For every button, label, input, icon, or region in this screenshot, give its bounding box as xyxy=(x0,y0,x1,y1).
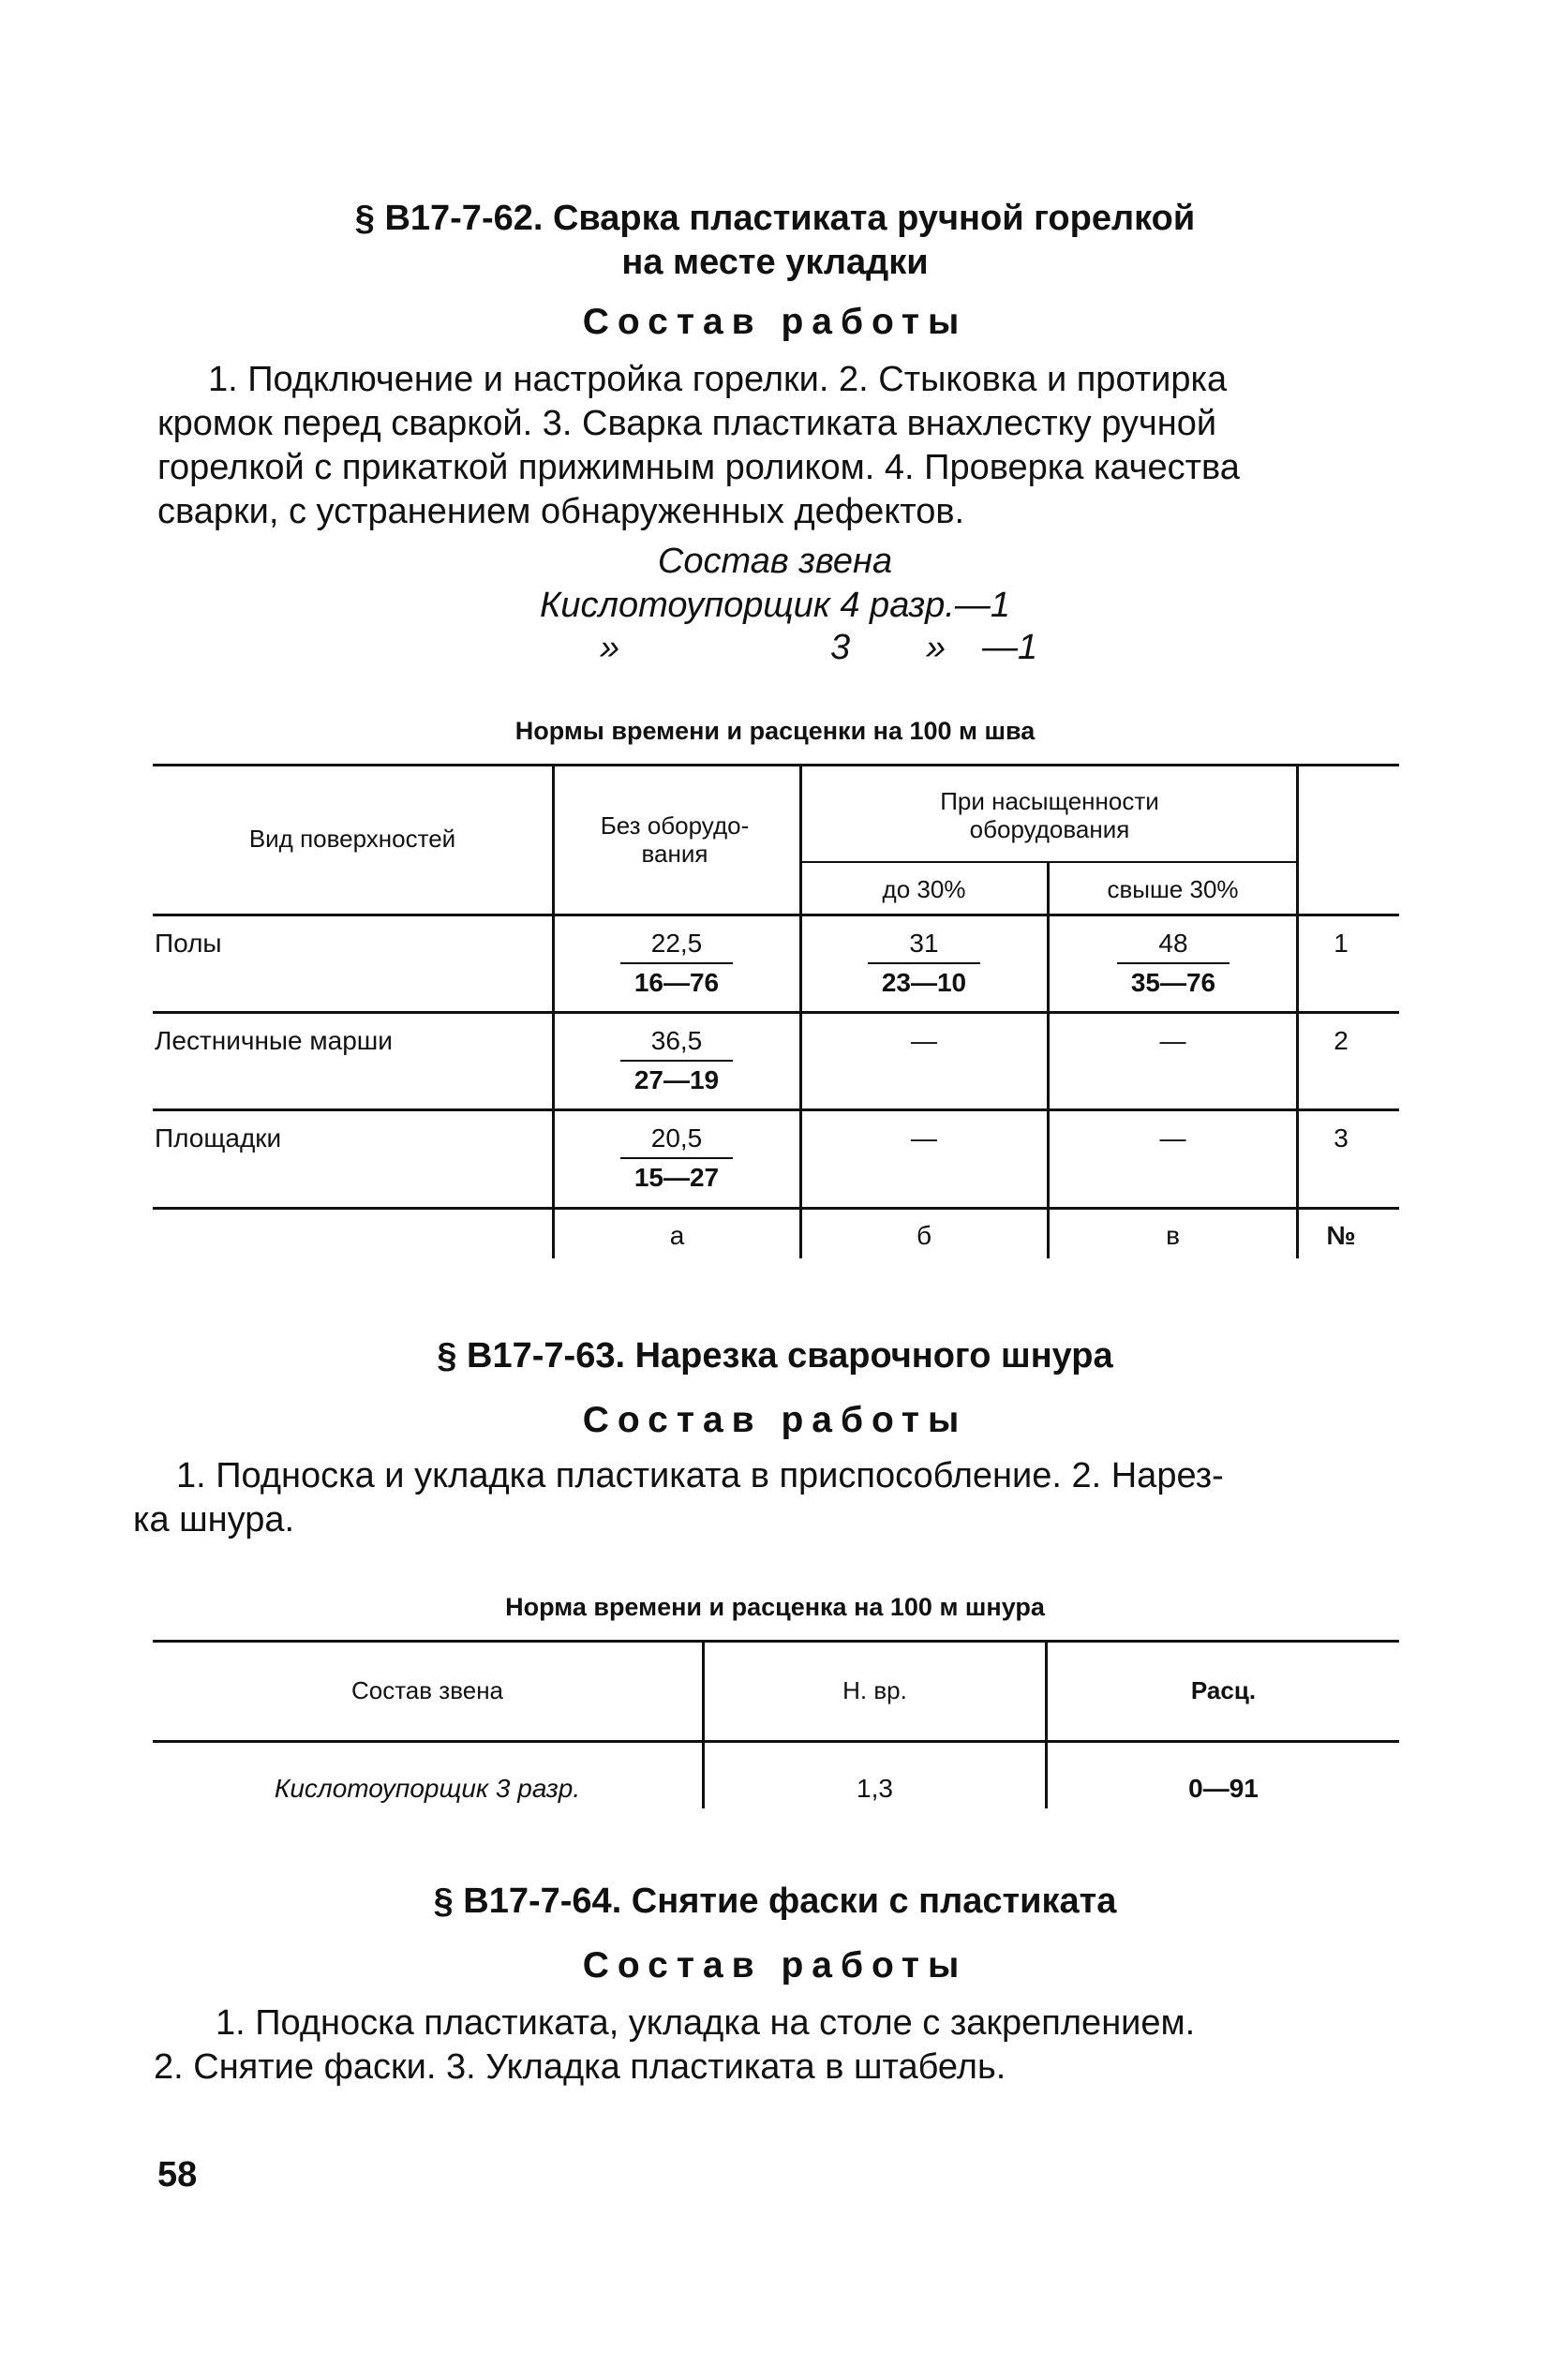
table-rule xyxy=(1047,861,1050,1258)
column-letter: б xyxy=(916,1221,932,1250)
section-2-work-heading: Состав работы xyxy=(582,1400,968,1440)
section-1-work-line: сварки, с устранением обнаруженных дефектов. xyxy=(157,492,965,531)
norm-value xyxy=(620,928,733,999)
page-number: 58 xyxy=(157,2155,198,2194)
time-norm: 36,5 xyxy=(620,1025,733,1062)
section-3-work-line: 1. Подноска пластиката, укладка на столе с закреплением. xyxy=(216,2003,1196,2043)
section-2-work-line: 1. Подноска и укладка пластиката в приспособление. 2. Нарез- xyxy=(176,1456,1224,1495)
col-header-crew: Состав звена xyxy=(350,1676,504,1704)
col-header-without-equipment: Без оборудо-вания xyxy=(600,811,750,868)
section-1-work-line: кромок перед сваркой. 3. Сварка пластиката внахлестку ручной xyxy=(157,404,1217,443)
section-1-title-line2: на месте укладки xyxy=(621,243,929,282)
crew-heading: Состав звена xyxy=(657,542,893,581)
column-letter: в xyxy=(1166,1221,1180,1250)
price: 15—27 xyxy=(633,1163,720,1192)
column-number-sign: № xyxy=(1326,1221,1356,1250)
price: 27—19 xyxy=(633,1065,720,1094)
empty-dash: — xyxy=(911,1123,937,1153)
table-rule xyxy=(1296,764,1299,1258)
empty-dash: — xyxy=(1159,1026,1186,1055)
section-1-title-line1: § В17-7-62. Сварка пластиката ручной горелкой xyxy=(354,199,1196,238)
section-1-title xyxy=(0,197,1550,285)
section-3-work-text xyxy=(154,2001,1409,2090)
section-1-work-text xyxy=(157,358,1404,534)
row-surface-label: Лестничные марши xyxy=(155,1026,393,1055)
section-1-work-heading: Состав работы xyxy=(582,302,968,342)
row-surface-label: Площадки xyxy=(155,1123,282,1153)
crew-ditto-mark: » xyxy=(600,628,620,667)
price: 23—10 xyxy=(881,968,967,997)
price: 16—76 xyxy=(633,968,720,997)
table-rule xyxy=(153,1740,1399,1743)
table-rule xyxy=(153,1207,1399,1210)
price: 35—76 xyxy=(1130,968,1216,997)
time-norm: 22,5 xyxy=(620,928,733,964)
norm-value xyxy=(620,1123,733,1194)
table-2-caption: Норма времени и расценка на 100 м шнура xyxy=(505,1593,1045,1621)
crew-cell: Кислотоупорщик 3 разр. xyxy=(274,1774,581,1803)
section-2-work-text xyxy=(133,1454,1417,1542)
col-header-upto-30: до 30% xyxy=(882,875,966,903)
column-letter: а xyxy=(669,1221,685,1250)
section-3-title: § В17-7-64. Снятие фаски с пластиката xyxy=(433,1882,1117,1921)
norm-value xyxy=(1117,928,1230,999)
table-rule xyxy=(153,764,1399,766)
time-norm: 20,5 xyxy=(620,1123,733,1159)
table-rule xyxy=(153,1640,1399,1643)
time-norm: 48 xyxy=(1117,928,1230,964)
section-3-work-line: 2. Снятие фаски. 3. Укладка пластиката в штабель. xyxy=(154,2047,1006,2087)
time-norm: 31 xyxy=(868,928,980,964)
crew-grade: 3 xyxy=(830,628,851,667)
section-2-title: § В17-7-63. Нарезка сварочного шнура xyxy=(437,1336,1113,1376)
norm-value xyxy=(868,928,980,999)
table-rule xyxy=(153,914,1399,916)
row-number: 2 xyxy=(1334,1026,1349,1055)
section-1-work-line: горелкой с прикаткой прижимным роликом. 4. Проверка качества xyxy=(157,448,1240,487)
empty-dash: — xyxy=(1159,1123,1186,1153)
row-number: 1 xyxy=(1334,929,1349,958)
row-surface-label: Полы xyxy=(155,929,222,958)
col-header-over-30: свыше 30% xyxy=(1107,875,1239,903)
crew-count: —1 xyxy=(982,628,1038,667)
table-rule xyxy=(799,764,802,1258)
time-norm-cell: 1,3 xyxy=(857,1774,893,1803)
section-2-work-line: ка шнура. xyxy=(133,1500,295,1540)
norm-value xyxy=(620,1025,733,1096)
section-3-work-heading: Состав работы xyxy=(582,1945,968,1986)
col-header-time-norm: Н. вр. xyxy=(842,1676,907,1704)
section-1-work-line: 1. Подключение и настройка горелки. 2. Стыковка и протирка xyxy=(208,360,1228,399)
table-rule xyxy=(153,1011,1399,1014)
table-rule xyxy=(552,764,555,1258)
empty-dash: — xyxy=(911,1026,937,1055)
table-1-caption: Нормы времени и расценки на 100 м шва xyxy=(514,717,1036,745)
crew-line-1: Кислотоупорщик 4 разр.—1 xyxy=(540,586,1010,625)
price-cell: 0—91 xyxy=(1188,1774,1259,1803)
table-rule xyxy=(153,1108,1399,1111)
row-number: 3 xyxy=(1334,1123,1349,1153)
col-header-price: Расц. xyxy=(1190,1676,1257,1704)
col-header-surface: Вид поверхностей xyxy=(248,825,456,853)
crew-ditto-mark: » xyxy=(926,628,946,667)
col-header-saturation: При насыщенности оборудования xyxy=(940,787,1159,843)
